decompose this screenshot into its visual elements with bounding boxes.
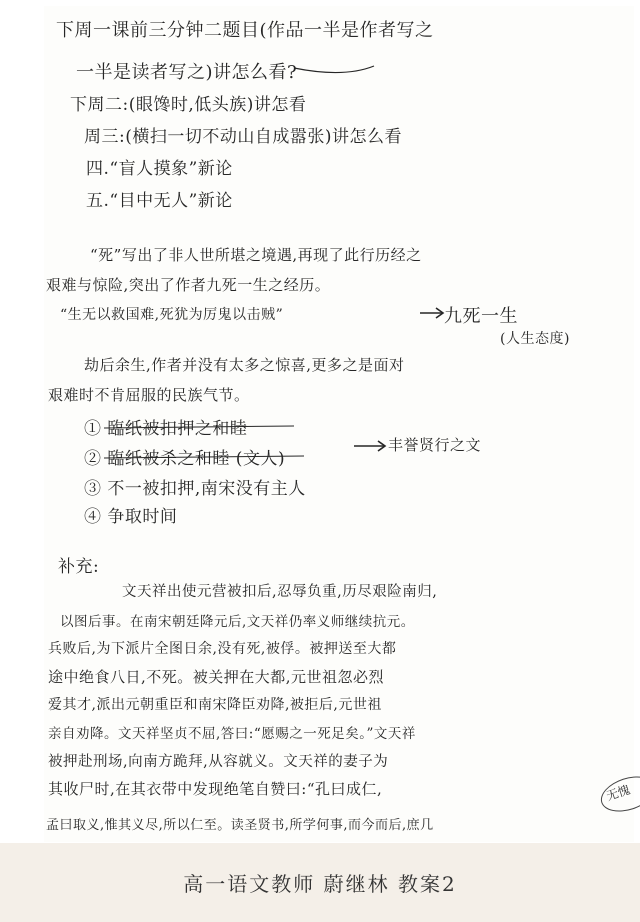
note-line-15: ② 臨纸被杀之和睦 (文人) — [84, 449, 286, 469]
note-line-23: 途中绝食八日,不死。被关押在大都,元世祖忽必烈 — [48, 668, 385, 686]
note-line-18: ④ 争取时间 — [84, 507, 178, 527]
note-line-9: “生无以救国难,死犹为厉鬼以击贼” — [60, 307, 284, 323]
note-line-20: 文天祥出使元营被扣后,忍辱负重,历尽艰险南归, — [122, 584, 438, 600]
note-line-25: 亲自劝降。文天祥坚贞不屈,答曰:“愿赐之一死足矣。”文天祥 — [48, 726, 416, 742]
note-line-21: 以图后事。在南宋朝廷降元后,文天祥仍率义师继续抗元。 — [60, 614, 415, 630]
handwritten-sheet — [44, 6, 634, 842]
signature-mark: 无愧 — [604, 782, 632, 804]
note-line-3: 下周二:(眼馋时,低头族)讲怎看 — [70, 95, 307, 115]
note-line-7: “死”写出了非人世所堪之境遇,再现了此行历经之 — [90, 246, 422, 264]
note-line-5: 四.“盲人摸象”新论 — [86, 159, 233, 179]
note-line-8: 艰难与惊险,突出了作者九死一生之经历。 — [46, 276, 331, 294]
note-line-11: (人生态度) — [500, 331, 570, 347]
note-line-24: 爱其才,派出元朝重臣和南宋降臣劝降,被拒后,元世祖 — [48, 697, 382, 713]
note-line-14: ① 臨纸被扣押之和睦 — [84, 419, 248, 439]
note-line-16: 丰誉贤行之文 — [388, 436, 482, 454]
footer-bar — [0, 843, 640, 922]
note-line-13: 艰难时不肯屈服的民族气节。 — [48, 386, 250, 404]
underline-stroke-3 — [104, 456, 304, 458]
note-line-2: 一半是读者写之)讲怎么看? — [76, 62, 298, 83]
note-line-28: 孟曰取义,惟其义尽,所以仁至。读圣贤书,所学何事,而今而后,庶几 — [46, 818, 434, 833]
underline-stroke — [294, 66, 374, 73]
note-line-19: 补充: — [58, 557, 100, 577]
note-line-6: 五.“目中无人”新论 — [86, 191, 233, 211]
note-line-1: 下周一课前三分钟二题目(作品一半是作者写之 — [56, 20, 434, 41]
note-line-17: ③ 不一被扣押,南宋没有主人 — [84, 479, 306, 499]
note-line-12: 劫后余生,作者并没有太多之惊喜,更多之是面对 — [84, 356, 405, 374]
ink-strokes — [44, 6, 634, 842]
note-line-27: 其收尸时,在其衣带中发现绝笔自赞曰:“孔曰成仁, — [48, 780, 383, 798]
note-line-10: 九死一生 — [444, 306, 518, 327]
note-line-22: 兵败后,为下派片全图日余,没有死,被俘。被押送至大都 — [48, 641, 397, 657]
underline-stroke-2 — [104, 426, 294, 428]
note-line-4: 周三:(横扫一切不动山自成嚣张)讲怎么看 — [84, 127, 402, 147]
note-line-26: 被押赴刑场,向南方跪拜,从容就义。文天祥的妻子为 — [48, 754, 389, 770]
footer-title: 高一语文教师 蔚继林 教案2 — [183, 872, 457, 896]
